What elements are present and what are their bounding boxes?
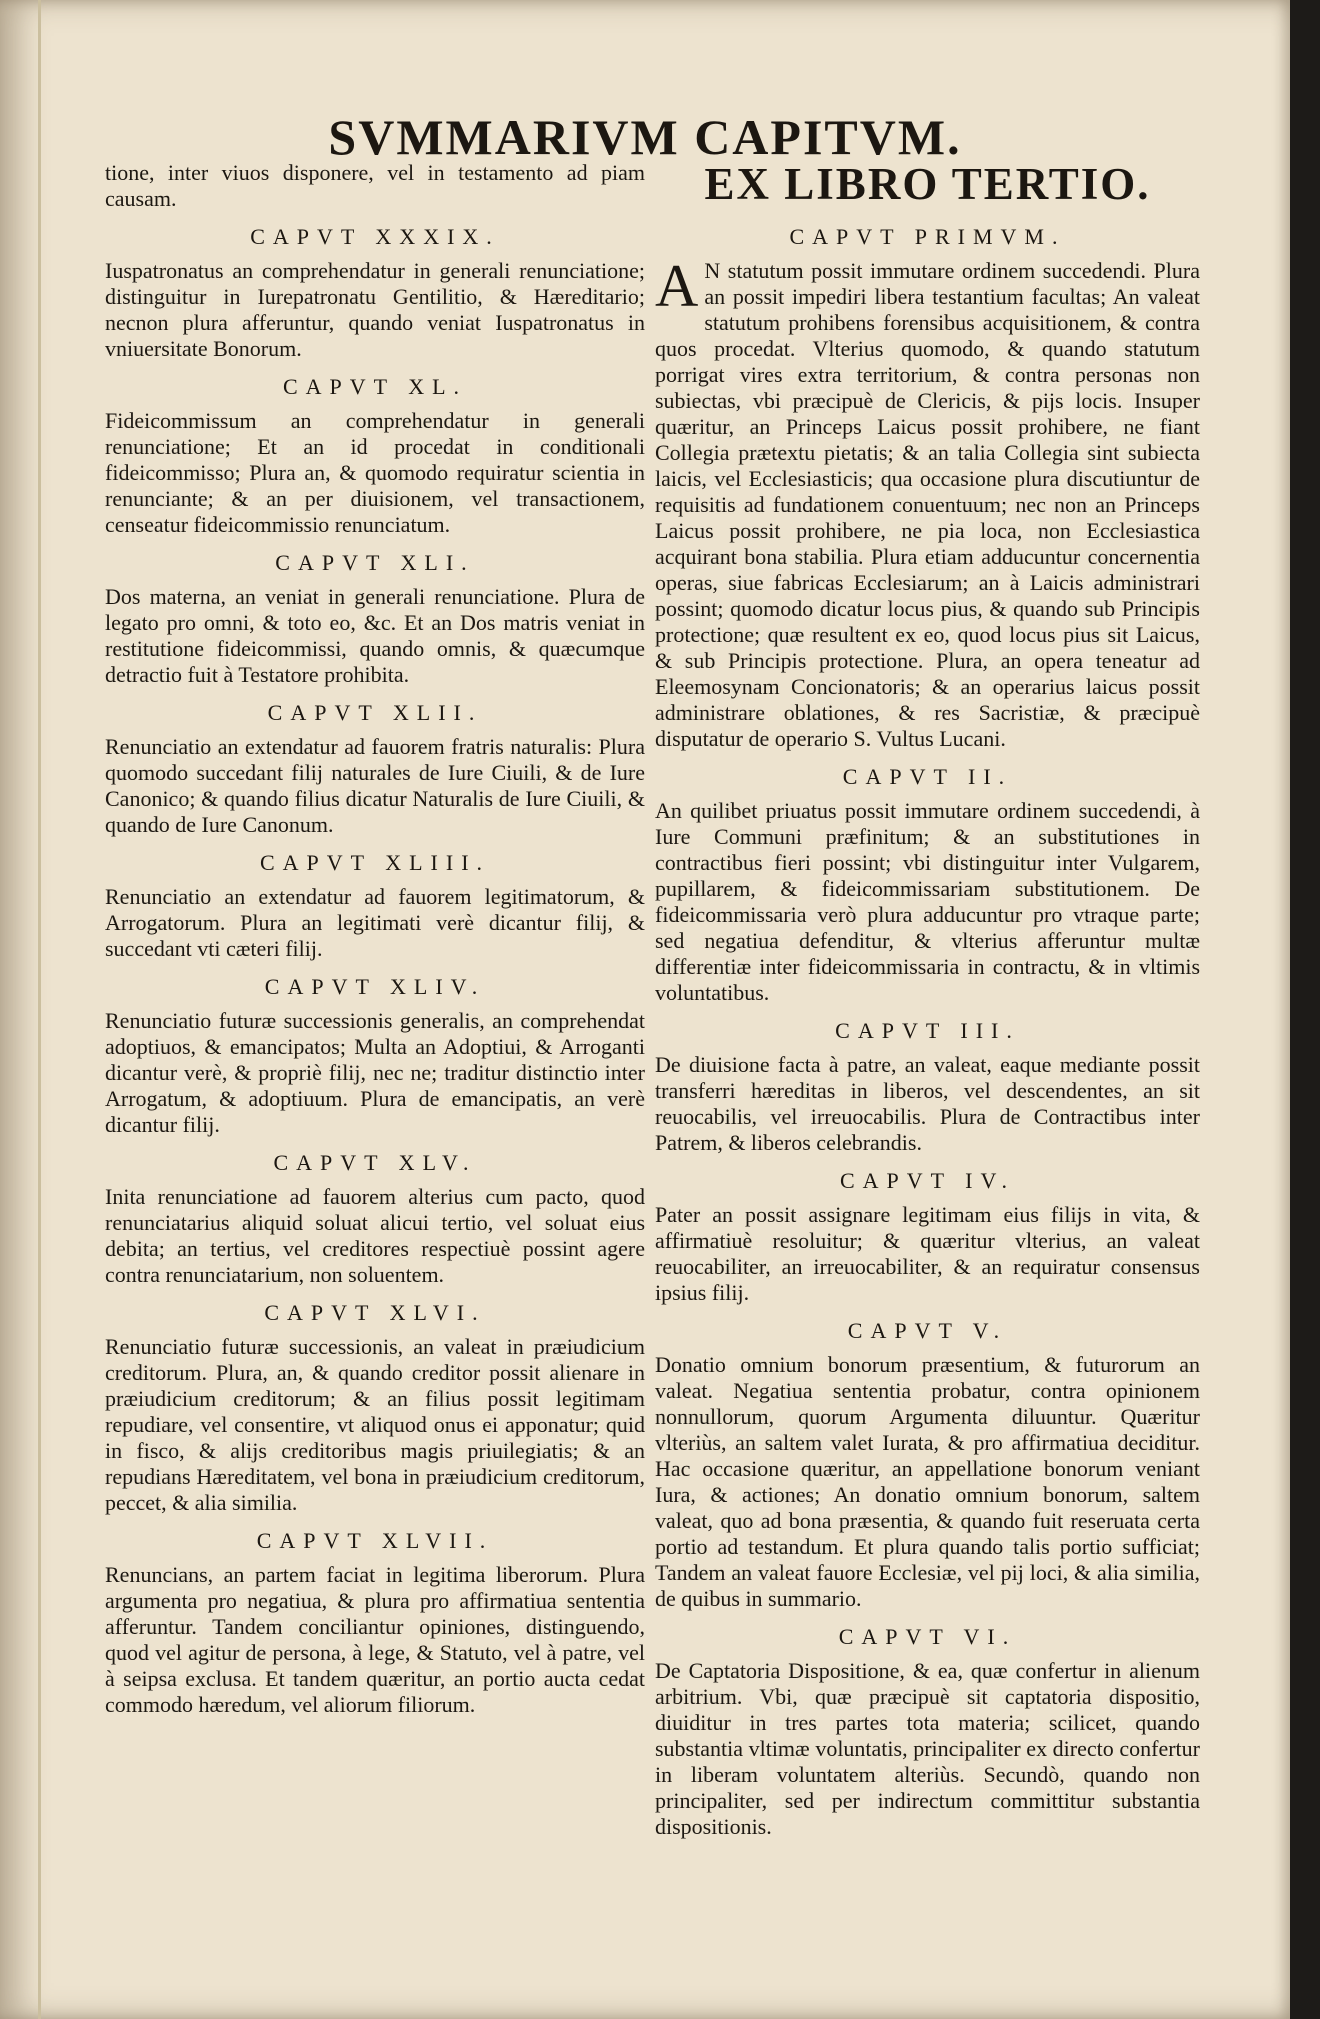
drop-cap-letter: A [655,253,699,319]
chapter-summary-text: N statutum possit immutare ordinem succedendi. Plura an possit impediri libera testantium facultas; An valeat statutum prohibens forensibus acquisitionem, & contra quos procedat. Vlterius quomodo, & quando statutum porrigat vires extra territorium, & contra personas non subiectas, vbi præcipuè de Clericis, & pijs locis. Insuper quæritur, an Princeps Laicus possit prohibere, ne fiant Collegia prætextu pietatis; & an talia Collegia sint subiecta laicis, vel Ecclesiasticis; qua occasione plura discutiuntur de requisitis ad fundationem conuentuum; nec non an Princeps Laicus possit prohibere, ne pia loca, non Ecclesiastica acquirant bona stabilia. Plura etiam adducuntur concernentia operas, siue fabricas Ecclesiarum; an à Laicis administrari possint; quomodo dicatur locus pius, & quando sub Principis protectione; quæ resultent ex eo, quod locus pius sit Laicus, & sub Principis protectione. Plura, an opera teneatur ad Eleemosynam Concionatoris; & an operarius laicus possit administrare oblationes, & res Sacristiæ, & præcipuè disputatur de operario S. Vultus Lucani. [655,258,1200,751]
chapter-heading: CAPVT XLIV. [264,974,486,999]
chapter-ii [655,764,1200,1006]
chapter-xliv [105,974,645,1138]
chapter-heading: CAPVT XLII. [267,700,483,725]
chapter-v [655,1318,1200,1612]
chapter-heading: CAPVT XLVI. [264,1300,486,1325]
chapter-xliii [105,850,645,962]
chapter-iv [655,1168,1200,1306]
chapter-heading: CAPVT II. [842,764,1013,789]
page-title: SVMMARIVM CAPITVM. [328,109,962,165]
chapter-summary: De Captatoria Dispositione, & ea, quæ confertur in alienum arbitrium. Vbi, quæ præcipuè sit captatoria dispositio, diuiditur in tres partes tota materia; scilicet, quando substantia vltimæ voluntatis, principaliter ex directo confertur in liberam voluntatem alteriùs. Secundò, quando non principaliter, sed per indirectum committitur substantia dispositionis. [655,1658,1200,1839]
chapter-heading: CAPVT XLVII. [256,1528,494,1553]
chapter-summary: Iuspatronatus an comprehendatur in generali renunciatione; distinguitur in Iurepatronatu Gentilitio, & Hæreditario; necnon plura afferuntur, quando veniat Iuspatronatus in vniuersitate Bonorum. [105,258,645,361]
chapter-heading: CAPVT PRIMVM. [789,224,1066,249]
left-column [105,160,645,1718]
chapter-summary: Dos materna, an veniat in generali renunciatione. Plura de legato pro omni, & toto eo, &c. Et an Dos matris veniat in restitutione fideicommissi, quando omnis, & quæcumque detractio fuit à Testatore prohibita. [105,584,645,687]
chapter-xli [105,550,645,688]
chapter-summary: Fideicommissum an comprehendatur in generali renunciatione; Et an id procedat in conditionali fideicommisso; Plura an, & quomodo requiratur scientia in renunciante; & an per diuisionem, vel transactionem, censeatur fideicommissio renunciatum. [105,408,645,537]
chapter-summary: Renunciatio futuræ successionis generalis, an comprehendat adoptiuos, & emancipatos; Multa an Adoptiui, & Arroganti dicantur verè, & propriè filij, nec ne; traditur distinctio inter Arrogatum, & adoptiuum. Plura de emancipatis, an verè dicantur filij. [105,1008,645,1137]
book-title: EX LIBRO TERTIO. [704,159,1151,209]
chapter-heading: CAPVT IV. [839,1168,1016,1193]
left-intro-text: tione, inter viuos disponere, vel in testamento ad piam causam. [105,160,645,211]
page-gutter [38,0,41,2019]
chapter-summary: Inita renunciatione ad fauorem alterius cum pacto, quod renunciatarius aliquid soluat alicui tertio, vel soluat eius debita; an tertius, vel creditores respectiuè possint agere contra renunciatarium, non soluentem. [105,1184,645,1287]
chapter-xlvi [105,1300,645,1516]
chapter-heading: CAPVT V. [847,1318,1008,1343]
chapter-iii [655,1018,1200,1156]
chapter-heading: CAPVT XL. [282,374,468,399]
chapter-summary: Renunciatio an extendatur ad fauorem legitimatorum, & Arrogatorum. Plura an legitimati verè dicantur filij, & succedant vti cæteri filij. [105,884,645,961]
chapter-summary [655,253,1200,752]
chapter-summary: Renunciatio an extendatur ad fauorem fratris naturalis: Plura quomodo succedant filij naturales de Iure Ciuili, & de Iure Canonico; & quando filius dicatur Naturalis de Iure Ciuili, & quando de Iure Canonum. [105,734,645,837]
chapter-summary: Pater an possit assignare legitimam eius filijs in vita, & affirmatiuè resoluitur; & quæritur vlterius, an valeat reuocabiliter, an irreuocabiliter, & an requiratur consensus ipsius filij. [655,1202,1200,1305]
chapter-summary: Donatio omnium bonorum præsentium, & futurorum an valeat. Negatiua sententia probatur, contra opinionem nonnullorum, quorum Argumenta diluuntur. Quæritur vlteriùs, an saltem valet Iurata, & pro affirmatiua deciditur. Hac occasione quæritur, an appellatione bonorum veniant Iura, & actiones; An donatio omnium bonorum, saltem valeat, quo ad bona præsentia, & quando fuit reseruata certa portio ad testandum. Et plura quando talis portio sufficiat; Tandem an valeat fauore Ecclesiæ, vel pij loci, & alia similia, de quibus in summario. [655,1352,1200,1611]
chapter-summary: De diuisione facta à patre, an valeat, eaque mediante possit transferri hæreditas in liberos, vel descendentes, an sit reuocabilis, vel irreuocabilis. Plura de Contractibus inter Patrem, & liberos celebrandis. [655,1052,1200,1155]
chapter-heading: CAPVT XLV. [273,1150,477,1175]
chapter-heading: CAPVT XLIII. [259,850,491,875]
chapter-xlii [105,700,645,838]
chapter-xxxix [105,224,645,362]
chapter-heading: CAPVT XXXIX. [250,224,500,249]
chapter-summary: Renuncians, an partem faciat in legitima liberorum. Plura argumenta pro negatiua, & plura pro affirmatiua sententia afferuntur. Tandem conciliantur opiniones, distinguendo, quod vel agitur de persona, à lege, & Statuto, vel à patre, vel à seipsa exclusa. Et tandem quæritur, an portio aucta cedat commodo hæredum, vel aliorum filiorum. [105,1562,645,1717]
chapter-heading: CAPVT XLI. [275,550,475,575]
chapter-xl [105,374,645,538]
right-column [655,160,1200,1840]
chapter-primum [655,224,1200,752]
chapter-vi [655,1624,1200,1840]
chapter-xlv [105,1150,645,1288]
chapter-heading: CAPVT III. [835,1018,1020,1043]
chapter-summary: Renunciatio futuræ successionis, an valeat in præiudicium creditorum. Plura, an, & quando creditor possit alienare in præiudicium creditorum; & an filius possit legitimam repudiare, vel consentire, vt aliquod onus ei apponatur; quid in fisco, & alijs creditoribus magis priuilegiatis; & an repudians Hæreditatem, vel bona in præiudicium creditorum, peccet, & alia similia. [105,1334,645,1515]
chapter-heading: CAPVT VI. [838,1624,1017,1649]
chapter-xlvii [105,1528,645,1718]
chapter-summary: An quilibet priuatus possit immutare ordinem succedendi, à Iure Communi præfinitum; & an substitutiones in contractibus fieri possint; vbi distinguitur inter Vulgarem, pupillarem, & fideicommissariam substitutionem. De fideicommissaria verò plura adducuntur pro vtraque parte; sed negatiua defenditur, & vlterius afferuntur multæ differentiæ inter fideicommissaria in contractu, & in vltimis voluntatibus. [655,798,1200,1005]
